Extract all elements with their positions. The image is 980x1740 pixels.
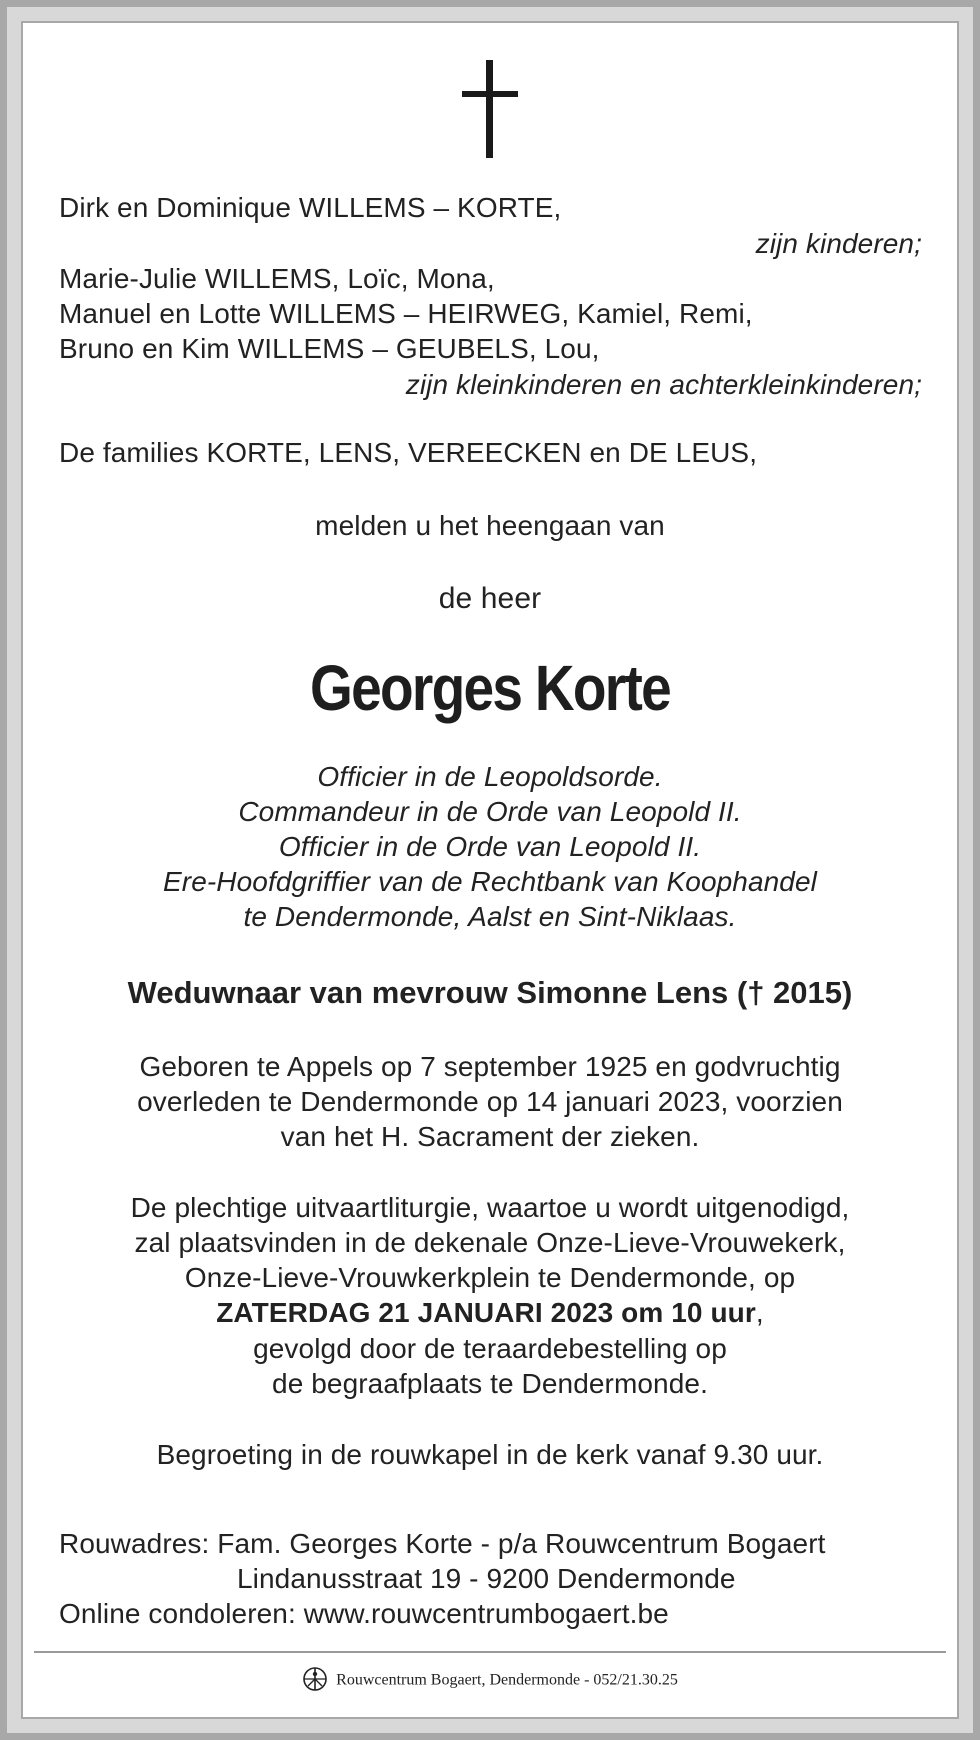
- honor-2: Commandeur in de Orde van Leopold II.: [238, 796, 742, 827]
- footer: [0, 1668, 980, 1694]
- announcement-intro: melden u het heengaan van: [315, 510, 665, 541]
- funeral-line-1: De plechtige uitvaartliturgie, waartoe u wordt uitgenodigd,: [130, 1192, 850, 1223]
- honor-4: Ere-Hoofdgriffier van de Rechtbank van Koophandel: [163, 866, 817, 897]
- funeral-date: ZATERDAG 21 JANUARI 2023 om 10 uur: [216, 1297, 756, 1328]
- announcement-title: de heer: [438, 582, 542, 615]
- families-line: De families KORTE, LENS, VEREECKEN en DE LEUS,: [59, 437, 758, 468]
- footer-divider: [34, 1651, 946, 1653]
- funeral-line-2: zal plaatsvinden in de dekenale Onze-Lieve-Vrouwekerk,: [134, 1227, 846, 1258]
- children-line: Dirk en Dominique WILLEMS – KORTE,: [59, 192, 562, 223]
- address-line-2: Lindanusstraat 19 - 9200 Dendermonde: [237, 1563, 736, 1594]
- funeral-date-line: [0, 1296, 980, 1330]
- funeral-home-logo-icon: [302, 1666, 328, 1692]
- honor-3: Officier in de Orde van Leopold II.: [278, 831, 702, 862]
- grandchild-line-1: Marie-Julie WILLEMS, Loïc, Mona,: [59, 263, 495, 294]
- birth-death-1: Geboren te Appels op 7 september 1925 en godvruchtig: [139, 1051, 841, 1082]
- funeral-line-5: gevolgd door de teraardebestelling op: [253, 1333, 727, 1364]
- grandchild-line-2: Manuel en Lotte WILLEMS – HEIRWEG, Kamiel, Remi,: [59, 298, 753, 329]
- children-label: zijn kinderen;: [755, 228, 922, 259]
- funeral-line-6: de begraafplaats te Dendermonde.: [272, 1368, 708, 1399]
- cross-icon: [462, 60, 518, 158]
- funeral-date-suffix: ,: [755, 1297, 764, 1328]
- birth-death-3: van het H. Sacrament der zieken.: [280, 1121, 700, 1152]
- greeting-line: Begroeting in de rouwkapel in de kerk vanaf 9.30 uur.: [156, 1439, 824, 1470]
- funeral-line-3: Onze-Lieve-Vrouwkerkplein te Dendermonde, op: [184, 1262, 796, 1293]
- grandchildren-label: zijn kleinkinderen en achterkleinkinderen;: [405, 369, 922, 400]
- address-line-1: Rouwadres: Fam. Georges Korte - p/a Rouwcentrum Bogaert: [59, 1528, 826, 1559]
- deceased-name: Georges Korte: [310, 652, 670, 724]
- honor-5: te Dendermonde, Aalst en Sint-Niklaas.: [243, 901, 737, 932]
- footer-text: Rouwcentrum Bogaert, Dendermonde - 052/21.30.25: [336, 1671, 678, 1689]
- online-condolence: Online condoleren: www.rouwcentrumbogaert.be: [59, 1598, 669, 1629]
- honor-1: Officier in de Leopoldsorde.: [317, 761, 663, 792]
- birth-death-2: overleden te Dendermonde op 14 januari 2023, voorzien: [137, 1086, 843, 1117]
- grandchild-line-3: Bruno en Kim WILLEMS – GEUBELS, Lou,: [59, 333, 600, 364]
- widower-line: Weduwnaar van mevrouw Simonne Lens († 2015): [127, 975, 853, 1010]
